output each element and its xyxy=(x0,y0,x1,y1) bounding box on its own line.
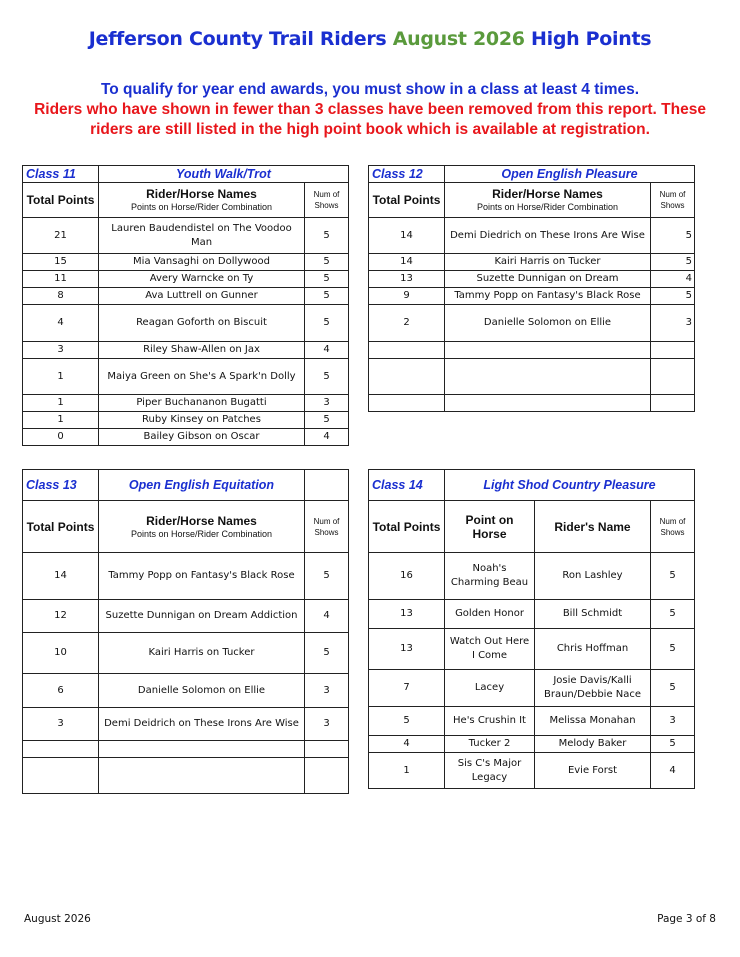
empty-row xyxy=(369,359,695,395)
class-label: Class 14 xyxy=(369,470,445,501)
header-rider: Rider's Name xyxy=(535,501,651,553)
shows-cell: 5 xyxy=(305,633,349,674)
shows-cell: 5 xyxy=(651,600,695,629)
class-11-table xyxy=(22,165,349,446)
points-cell: 13 xyxy=(369,600,445,629)
names-cell: Bailey Gibson on Oscar xyxy=(99,429,305,446)
footer-date: August 2026 xyxy=(24,913,91,925)
names-cell: Piper Buchananon Bugatti xyxy=(99,395,305,412)
shows-cell: 5 xyxy=(651,670,695,707)
horse-cell: Sis C's Major Legacy xyxy=(445,753,535,789)
points-cell: 14 xyxy=(369,254,445,271)
points-cell: 12 xyxy=(23,600,99,633)
shows-cell: 4 xyxy=(305,429,349,446)
points-cell: 7 xyxy=(369,670,445,707)
shows-cell: 5 xyxy=(305,359,349,395)
shows-cell: 3 xyxy=(651,707,695,736)
names-cell: Suzette Dunnigan on Dream Addiction xyxy=(99,600,305,633)
title-club: Jefferson County Trail Riders xyxy=(88,28,393,50)
table-row xyxy=(23,305,349,342)
points-cell: 16 xyxy=(369,553,445,600)
notice-qualify: To qualify for year end awards, you must show in a class at least 4 times. xyxy=(100,81,640,98)
table-row xyxy=(23,412,349,429)
class-name: Open English Equitation xyxy=(99,470,305,501)
header-num-shows: Num of Shows xyxy=(305,501,349,553)
points-cell: 1 xyxy=(23,359,99,395)
shows-cell: 5 xyxy=(305,412,349,429)
table-row xyxy=(23,600,349,633)
rider-cell: Evie Forst xyxy=(535,753,651,789)
header-horse: Point on Horse xyxy=(445,501,535,553)
empty-row xyxy=(369,395,695,412)
shows-cell: 5 xyxy=(305,254,349,271)
shows-cell: 5 xyxy=(305,553,349,600)
names-cell: Demi Deidrich on These Irons Are Wise xyxy=(99,708,305,741)
table-row xyxy=(369,629,695,670)
points-cell: 11 xyxy=(23,271,99,288)
shows-cell: 5 xyxy=(651,553,695,600)
names-cell: Mia Vansaghi on Dollywood xyxy=(99,254,305,271)
shows-cell: 5 xyxy=(305,305,349,342)
points-cell: 3 xyxy=(23,342,99,359)
points-cell: 13 xyxy=(369,629,445,670)
header-num-shows: Num of Shows xyxy=(651,501,695,553)
table-row xyxy=(369,305,695,342)
names-cell: Maiya Green on She's A Spark'n Dolly xyxy=(99,359,305,395)
names-cell: Reagan Goforth on Biscuit xyxy=(99,305,305,342)
horse-cell: Lacey xyxy=(445,670,535,707)
shows-cell: 4 xyxy=(305,342,349,359)
header-total-points: Total Points xyxy=(369,501,445,553)
header-total-points: Total Points xyxy=(23,183,99,218)
shows-cell: 4 xyxy=(651,753,695,789)
qualification-notice xyxy=(30,80,710,140)
shows-cell: 5 xyxy=(305,288,349,305)
table-row xyxy=(369,707,695,736)
header-total-points: Total Points xyxy=(369,183,445,218)
points-cell: 0 xyxy=(23,429,99,446)
names-cell: Danielle Solomon on Ellie xyxy=(99,674,305,708)
horse-cell: Noah's Charming Beau xyxy=(445,553,535,600)
table-row xyxy=(23,218,349,254)
names-cell: Tammy Popp on Fantasy's Black Rose xyxy=(99,553,305,600)
table-row xyxy=(23,633,349,674)
table-row xyxy=(23,271,349,288)
table-row xyxy=(23,553,349,600)
header-num-shows: Num of Shows xyxy=(305,183,349,218)
rider-cell: Ron Lashley xyxy=(535,553,651,600)
shows-cell: 3 xyxy=(651,305,695,342)
points-cell: 14 xyxy=(23,553,99,600)
footer-page-number: Page 3 of 8 xyxy=(657,913,716,925)
table-row xyxy=(23,342,349,359)
table-row xyxy=(369,288,695,305)
horse-cell: Golden Honor xyxy=(445,600,535,629)
points-cell: 1 xyxy=(23,395,99,412)
names-cell: Riley Shaw-Allen on Jax xyxy=(99,342,305,359)
points-cell: 2 xyxy=(369,305,445,342)
header-num-shows: Num of Shows xyxy=(651,183,695,218)
title-month: August 2026 xyxy=(392,28,525,50)
points-cell: 15 xyxy=(23,254,99,271)
horse-cell: Watch Out Here I Come xyxy=(445,629,535,670)
rider-cell: Josie Davis/Kalli Braun/Debbie Nace xyxy=(535,670,651,707)
table-row xyxy=(23,254,349,271)
shows-cell: 3 xyxy=(305,708,349,741)
rider-cell: Melissa Monahan xyxy=(535,707,651,736)
header-rider-horse: Rider/Horse Names Points on Horse/Rider Combination xyxy=(445,183,651,218)
table-row xyxy=(369,600,695,629)
page-title xyxy=(0,28,740,50)
shows-cell: 5 xyxy=(305,271,349,288)
points-cell: 10 xyxy=(23,633,99,674)
names-cell: Tammy Popp on Fantasy's Black Rose xyxy=(445,288,651,305)
shows-cell: 5 xyxy=(651,254,695,271)
shows-cell: 4 xyxy=(305,600,349,633)
class-label: Class 11 xyxy=(23,166,99,183)
notice-removed: Riders who have shown in fewer than 3 classes have been removed from this report. These riders are still listed in the high point book which is available at registration. xyxy=(34,101,706,138)
horse-cell: He's Crushin It xyxy=(445,707,535,736)
names-cell: Kairi Harris on Tucker xyxy=(99,633,305,674)
header-rider-horse: Rider/Horse Names Points on Horse/Rider Combination xyxy=(99,501,305,553)
empty-row xyxy=(23,758,349,794)
table-row xyxy=(23,429,349,446)
names-cell: Lauren Baudendistel on The Voodoo Man xyxy=(99,218,305,254)
class-12-table xyxy=(368,165,695,412)
shows-cell: 3 xyxy=(305,395,349,412)
table-row xyxy=(23,674,349,708)
class-name: Youth Walk/Trot xyxy=(99,166,349,183)
points-cell: 1 xyxy=(369,753,445,789)
points-cell: 4 xyxy=(369,736,445,753)
header-blank xyxy=(305,470,349,501)
table-row xyxy=(369,218,695,254)
class-name: Open English Pleasure xyxy=(445,166,695,183)
names-cell: Demi Diedrich on These Irons Are Wise xyxy=(445,218,651,254)
table-row xyxy=(369,670,695,707)
shows-cell: 5 xyxy=(305,218,349,254)
shows-cell: 5 xyxy=(651,736,695,753)
table-row xyxy=(23,359,349,395)
points-cell: 3 xyxy=(23,708,99,741)
table-row xyxy=(369,753,695,789)
rider-cell: Bill Schmidt xyxy=(535,600,651,629)
names-cell: Ruby Kinsey on Patches xyxy=(99,412,305,429)
title-suffix: High Points xyxy=(524,28,652,50)
names-cell: Ava Luttrell on Gunner xyxy=(99,288,305,305)
table-row xyxy=(23,395,349,412)
table-row xyxy=(369,736,695,753)
class-13-table xyxy=(22,469,349,794)
table-row xyxy=(23,708,349,741)
header-rider-horse: Rider/Horse Names Points on Horse/Rider Combination xyxy=(99,183,305,218)
class-label: Class 12 xyxy=(369,166,445,183)
shows-cell: 4 xyxy=(651,271,695,288)
table-row xyxy=(369,254,695,271)
points-cell: 21 xyxy=(23,218,99,254)
points-cell: 14 xyxy=(369,218,445,254)
class-label: Class 13 xyxy=(23,470,99,501)
points-cell: 9 xyxy=(369,288,445,305)
table-row xyxy=(369,271,695,288)
shows-cell: 5 xyxy=(651,629,695,670)
shows-cell: 5 xyxy=(651,288,695,305)
empty-row xyxy=(23,741,349,758)
class-14-table xyxy=(368,469,695,789)
shows-cell: 3 xyxy=(305,674,349,708)
table-row xyxy=(369,553,695,600)
points-cell: 6 xyxy=(23,674,99,708)
names-cell: Kairi Harris on Tucker xyxy=(445,254,651,271)
points-cell: 13 xyxy=(369,271,445,288)
points-cell: 1 xyxy=(23,412,99,429)
points-cell: 5 xyxy=(369,707,445,736)
class-name: Light Shod Country Pleasure xyxy=(445,470,695,501)
names-cell: Danielle Solomon on Ellie xyxy=(445,305,651,342)
rider-cell: Melody Baker xyxy=(535,736,651,753)
rider-cell: Chris Hoffman xyxy=(535,629,651,670)
table-row xyxy=(23,288,349,305)
header-total-points: Total Points xyxy=(23,501,99,553)
empty-row xyxy=(369,342,695,359)
names-cell: Suzette Dunnigan on Dream xyxy=(445,271,651,288)
names-cell: Avery Warncke on Ty xyxy=(99,271,305,288)
horse-cell: Tucker 2 xyxy=(445,736,535,753)
points-cell: 8 xyxy=(23,288,99,305)
shows-cell: 5 xyxy=(651,218,695,254)
points-cell: 4 xyxy=(23,305,99,342)
